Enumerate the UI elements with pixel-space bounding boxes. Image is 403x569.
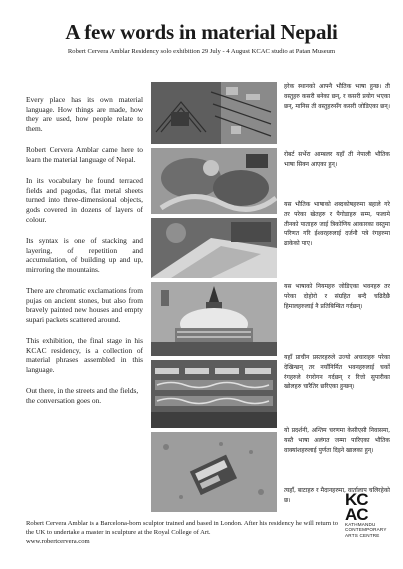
english-paragraph: Out there, in the streets and the fields, the conversation goes on. xyxy=(26,386,139,406)
photo-metal-sheets xyxy=(151,218,277,278)
page-title: A few words in material Nepali xyxy=(65,20,338,44)
logo-letters-top: KC xyxy=(345,490,368,509)
nepali-text-column xyxy=(284,82,390,506)
nepali-paragraph: हरेक स्थानको आफ्नै भौतिक भाषा हुन्छ। ती वस्तुहरु कसरी बनेका छन्, र कसरी प्रयोग भएका छन्, मानिस ती वस्तुहरुसँग कसरी जोडिएका छन्। xyxy=(284,83,390,110)
nepali-paragraph: यो प्रदर्शनी, अन्तिम चरणमा केसीएसी निवासमा, यस्तै भाषा अलंगत जम्मा पारिएका भौतिक वाक्यांशहरुलाई पुर्णता दिइने खालका हुन्। xyxy=(284,427,390,454)
english-paragraph: This exhibition, the final stage in his KCAC residency, is a collection of material phrases assembled in this language. xyxy=(26,336,143,375)
english-paragraph: Every place has its own material language. How things are made, how they are used, how people relate to them. xyxy=(26,95,143,133)
nepali-paragraph: त्यहाँ, बाटाहरु र मैदानहरुमा, वार्तालाप चलिरहेको छ। xyxy=(284,487,390,504)
photo-hands-working xyxy=(151,148,277,214)
artist-bio: Robert Cervera Amblar is a Barcelona-born sculptor trained and based in London. After his residency he will return to the UK to undertake a master in sculpture at the Royal College of Art. xyxy=(26,520,338,537)
logo-text-line: CONTEMPORARY xyxy=(345,527,387,533)
nepali-paragraph: यस भाषाको नियमहरु जोडिएका भवनहरु तर परेका दोहोरो र संग्रहित बन्दै चढिदैछै हिमालहरुलाई नै प्रतिबिम्बित गर्दछन्। xyxy=(284,283,390,310)
website-link[interactable]: www.robertcervera.com xyxy=(26,538,90,546)
logo-text-line: ARTS CENTRE xyxy=(345,532,380,538)
kcac-logo xyxy=(345,492,395,538)
nepali-paragraph: रोबर्ट सर्भेरा आम्बलर यहाँ ती नेपाली भौतिक भाषा सिक्न आएका हुन्। xyxy=(284,151,390,168)
photo-carved-pagoda xyxy=(151,82,277,144)
english-paragraph: Robert Cervera Amblar came here to learn the material language of Nepal. xyxy=(26,145,143,164)
nepali-paragraph: यहाँ प्राचीन प्रस्तरहरुले उज्यो अचाराहरु परेका देखिन्छन् तर नयाँनिर्मित भवनहरुलाई चर्को रंगहरुले रंगरोगन गर्दछन् र रित्तो सुपारीका खोलहरु चारैतिर छरिएका हुन्छन्। xyxy=(284,354,390,391)
photo-painted-stones xyxy=(151,360,277,428)
english-paragraph: Its syntax is one of stacking and layering, of repetition and accumulation, of building up and up, mirroring the mountains. xyxy=(26,235,143,274)
photo-column xyxy=(151,82,277,516)
logo-text-line: KATHMANDU xyxy=(345,522,376,527)
nepali-paragraph: यस भौतिक भाषाको शब्दकोषहरुमा बहाले गरे तर परेका खेतहरु र पैगोडाहरु सम्म, फलामे तीनको पाताहरु जाई त्रिकोणिय आकारका वस्तुमा परिणत गरि ईश्वरहरुलाई दर्जनौ पत्रे रंगहरुमा ढाकेको पाए। xyxy=(284,201,390,248)
exhibition-subtitle: Robert Cervera Amblar Residency solo exhibition 29 July - 4 August KCAC studio at Patan Museum xyxy=(67,48,336,55)
english-paragraph: In its vocabulary he found terraced fields and pagodas, flat metal sheets turned into three-dimensional objects, gods covered in dozens of layers of colour. xyxy=(26,176,143,224)
english-paragraph: There are chromatic exclamations from pujas on ancient stones, but also from bravely painted new houses and empty supari packets scattered around. xyxy=(26,286,143,324)
artist-bio-footer xyxy=(26,519,338,547)
photo-supari-packet xyxy=(151,432,277,512)
logo-letters-bottom: AC xyxy=(345,505,368,524)
photo-stupa-layers xyxy=(151,282,277,356)
english-text-column xyxy=(26,95,143,417)
